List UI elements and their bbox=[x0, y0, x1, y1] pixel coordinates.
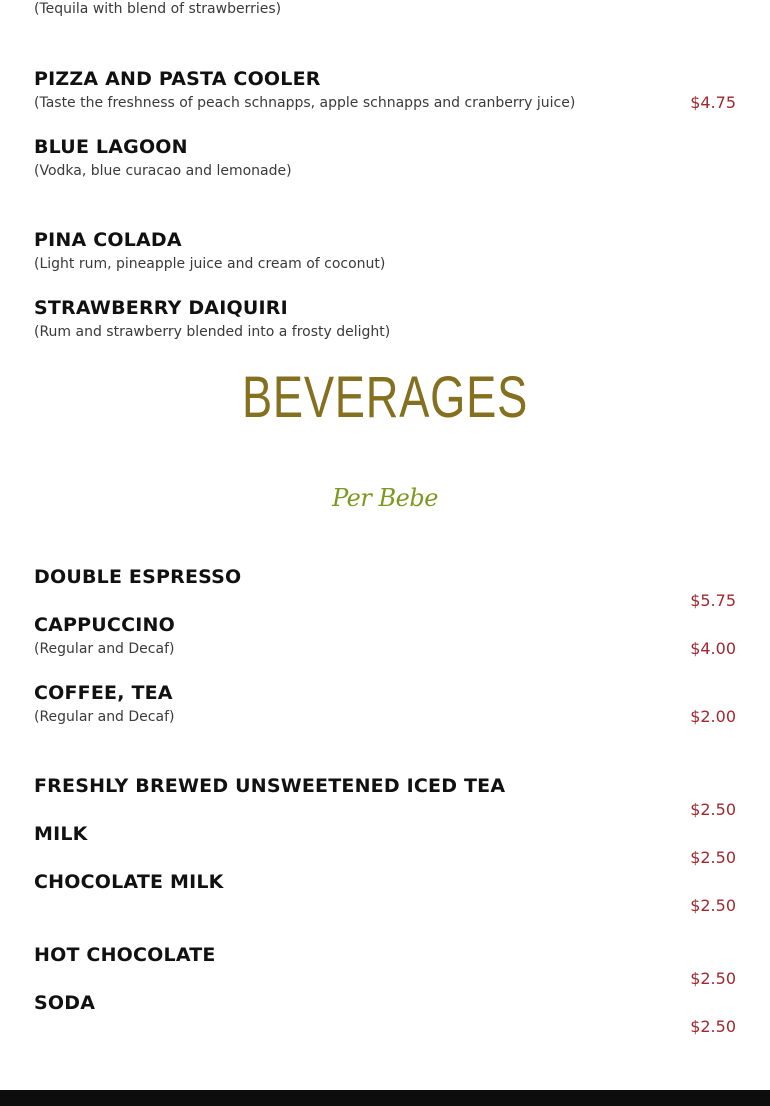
item-name: FRESHLY BREWED UNSWEETENED ICED TEA bbox=[34, 775, 506, 797]
item-name: DOUBLE ESPRESSO bbox=[34, 566, 242, 588]
section-subtitle: Per Bebe bbox=[332, 484, 438, 512]
item-name: CAPPUCCINO bbox=[34, 614, 175, 636]
item-name: BLUE LAGOON bbox=[34, 136, 188, 158]
item-price: $2.50 bbox=[690, 969, 736, 988]
item-name: COFFEE, TEA bbox=[34, 682, 173, 704]
item-name: MILK bbox=[34, 823, 88, 845]
bottom-black-bar bbox=[0, 1090, 770, 1106]
item-description: (Tequila with blend of strawberries) bbox=[34, 1, 282, 17]
item-name: STRAWBERRY DAIQUIRI bbox=[34, 297, 288, 319]
item-description: (Light rum, pineapple juice and cream of coconut) bbox=[34, 256, 386, 272]
item-description: (Regular and Decaf) bbox=[34, 709, 175, 725]
section-title-beverages: BEVERAGES bbox=[241, 365, 529, 430]
item-price: $2.00 bbox=[690, 707, 736, 726]
item-description: (Rum and strawberry blended into a frosty delight) bbox=[34, 324, 391, 340]
item-price: $2.50 bbox=[690, 896, 736, 915]
item-name: HOT CHOCOLATE bbox=[34, 944, 216, 966]
item-name: PIZZA AND PASTA COOLER bbox=[34, 68, 321, 90]
item-description: (Regular and Decaf) bbox=[34, 641, 175, 657]
item-name: PINA COLADA bbox=[34, 229, 182, 251]
item-price: $4.75 bbox=[690, 93, 736, 112]
item-price: $5.75 bbox=[690, 591, 736, 610]
item-name: SODA bbox=[34, 992, 96, 1014]
item-description: (Vodka, blue curacao and lemonade) bbox=[34, 163, 292, 179]
item-name: CHOCOLATE MILK bbox=[34, 871, 224, 893]
item-description: (Taste the freshness of peach schnapps, apple schnapps and cranberry juice) bbox=[34, 95, 576, 111]
item-price: $2.50 bbox=[690, 848, 736, 867]
item-price: $2.50 bbox=[690, 800, 736, 819]
item-price: $2.50 bbox=[690, 1017, 736, 1036]
item-price: $4.00 bbox=[690, 639, 736, 658]
